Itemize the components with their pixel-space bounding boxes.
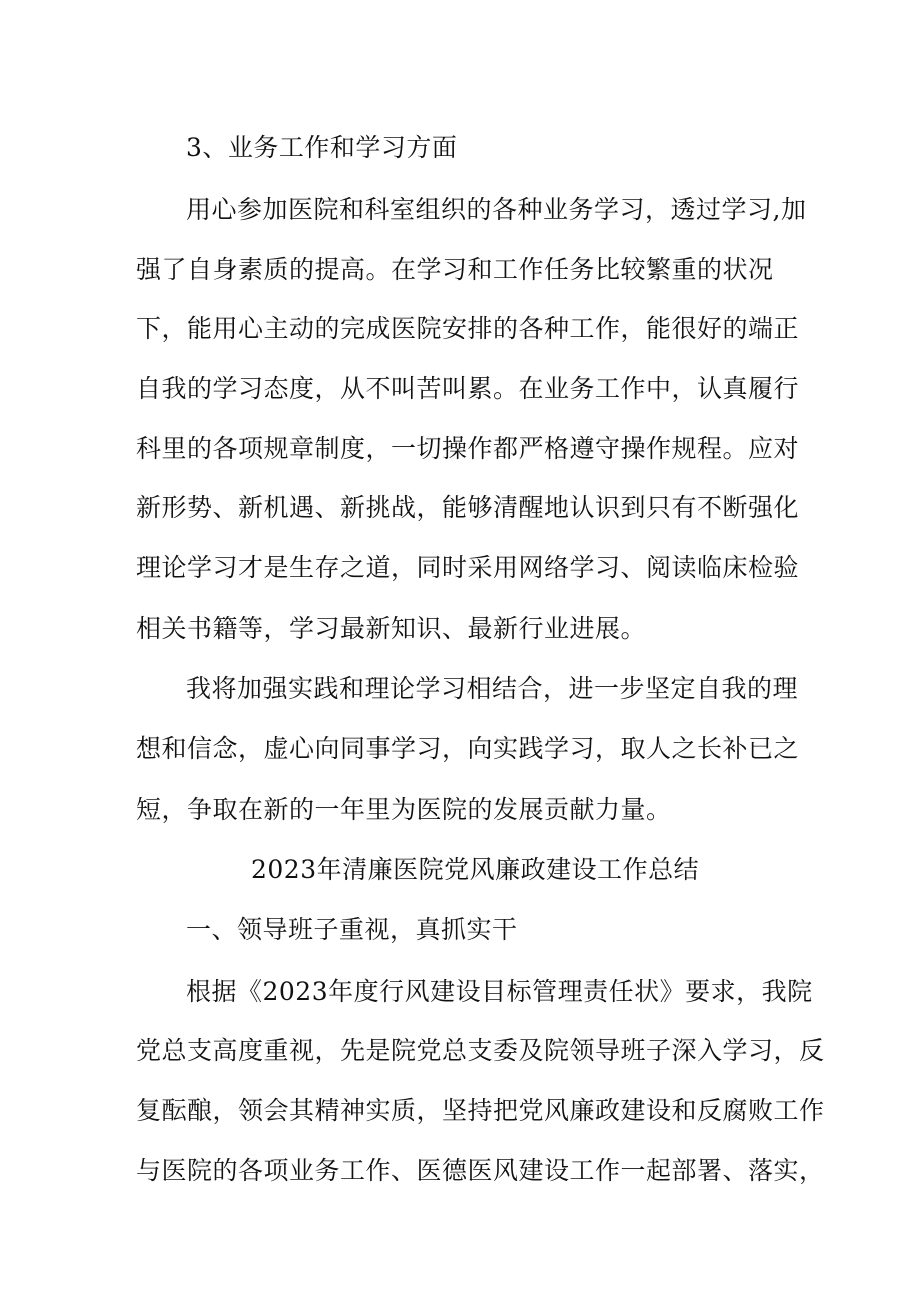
paragraph-line: 自我的学习态度，从不叫苦叫累。在业务工作中，认真履行: [136, 374, 800, 403]
paragraph-line: 强了自身素质的提高。在学习和工作任务比较繁重的状况: [136, 255, 774, 284]
paragraph-line: 下，能用心主动的完成医院安排的各种工作，能很好的端正: [136, 314, 800, 343]
paragraph-line: 短，争取在新的一年里为医院的发展贡献力量。: [136, 795, 672, 824]
paragraph-line: 我将加强实践和理论学习相结合，进一步坚定自我的理: [186, 674, 799, 703]
section-heading: 3、业务工作和学习方面: [186, 133, 458, 162]
paragraph-line: 想和信念，虚心向同事学习，向实践学习，取人之长补已之: [136, 734, 800, 763]
paragraph-line: 与医院的各项业务工作、医德医风建设工作一起部署、落实，: [136, 1156, 825, 1185]
paragraph-line: 新形势、新机遇、新挑战，能够清醒地认识到只有不断强化: [136, 493, 800, 522]
paragraph-line: 相关书籍等，学习最新知识、最新行业进展。: [136, 614, 647, 643]
paragraph-line: 根据《2023年度行风建设目标管理责任状》要求，我院: [186, 977, 813, 1006]
paragraph-line: 用心参加医院和科室组织的各种业务学习，透过学习,加: [186, 195, 807, 224]
document-title: 2023年清廉医院党风廉政建设工作总结: [251, 855, 700, 884]
paragraph-line: 科里的各项规章制度，一切操作都严格遵守操作规程。应对: [136, 434, 800, 463]
paragraph-line: 理论学习才是生存之道，同时采用网络学习、阅读临床检验: [136, 553, 800, 582]
paragraph-line: 党总支高度重视，先是院党总支委及院领导班子深入学习，反: [136, 1036, 825, 1065]
section-heading: 一、领导班子重视，真抓实干: [186, 915, 518, 944]
paragraph-line: 复酝酿，领会其精神实质，坚持把党风廉政建设和反腐败工作: [136, 1096, 825, 1125]
